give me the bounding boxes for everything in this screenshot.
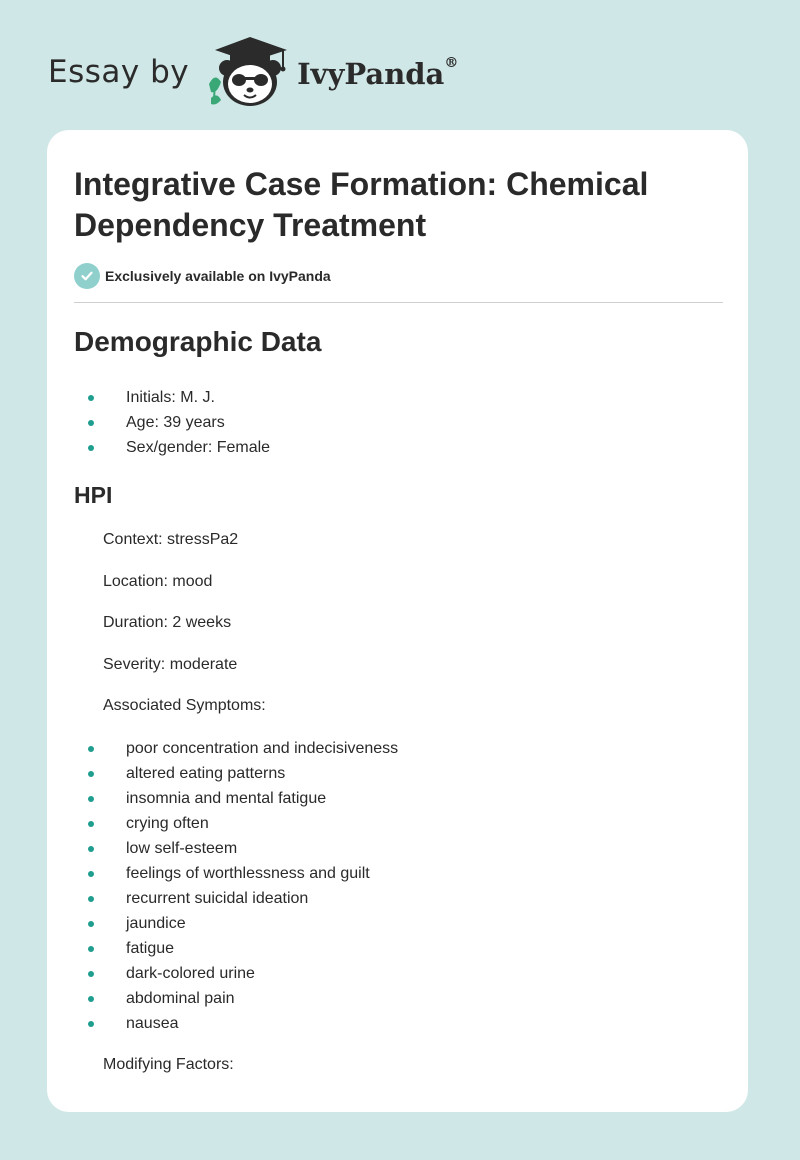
divider (74, 302, 723, 303)
list-item: crying often (87, 811, 398, 836)
hpi-duration: Duration: 2 weeks (103, 614, 232, 631)
panda-logo-icon[interactable] (205, 34, 295, 110)
brand-text: IvyPanda (297, 57, 445, 91)
list-item: poor concentration and indecisiveness (87, 736, 398, 761)
demographic-heading: Demographic Data (74, 326, 322, 357)
list-item: Initials: M. J. (87, 385, 270, 410)
essay-by-label: Essay by (48, 54, 190, 90)
list-item: feelings of worthlessness and guilt (87, 861, 398, 886)
associated-symptoms-label: Associated Symptoms: (103, 697, 266, 714)
demographic-list (87, 385, 270, 460)
hpi-location: Location: mood (103, 573, 213, 590)
list-item: abdominal pain (87, 986, 398, 1011)
hpi-heading: HPI (74, 482, 113, 508)
list-item: altered eating patterns (87, 761, 398, 786)
list-item: Sex/gender: Female (87, 435, 270, 460)
list-item: dark-colored urine (87, 961, 398, 986)
list-item: recurrent suicidal ideation (87, 886, 398, 911)
exclusive-label: Exclusively available on IvyPanda (105, 268, 331, 284)
list-item: jaundice (87, 911, 398, 936)
exclusive-badge (74, 263, 331, 289)
modifying-factors-label: Modifying Factors: (103, 1056, 234, 1073)
page-title: Integrative Case Formation: Chemical Dependency Treatment (74, 166, 649, 243)
list-item: Age: 39 years (87, 410, 270, 435)
hpi-severity: Severity: moderate (103, 656, 238, 673)
list-item: insomnia and mental fatigue (87, 786, 398, 811)
check-icon (74, 263, 100, 289)
symptoms-list (87, 736, 398, 1036)
registered-mark: ® (444, 55, 459, 71)
site-header (48, 34, 458, 110)
brand-name[interactable] (297, 57, 458, 91)
hpi-context: Context: stressPa2 (103, 531, 239, 548)
list-item: fatigue (87, 936, 398, 961)
essay-card (47, 130, 748, 1112)
list-item: low self-esteem (87, 836, 398, 861)
list-item: nausea (87, 1011, 398, 1036)
